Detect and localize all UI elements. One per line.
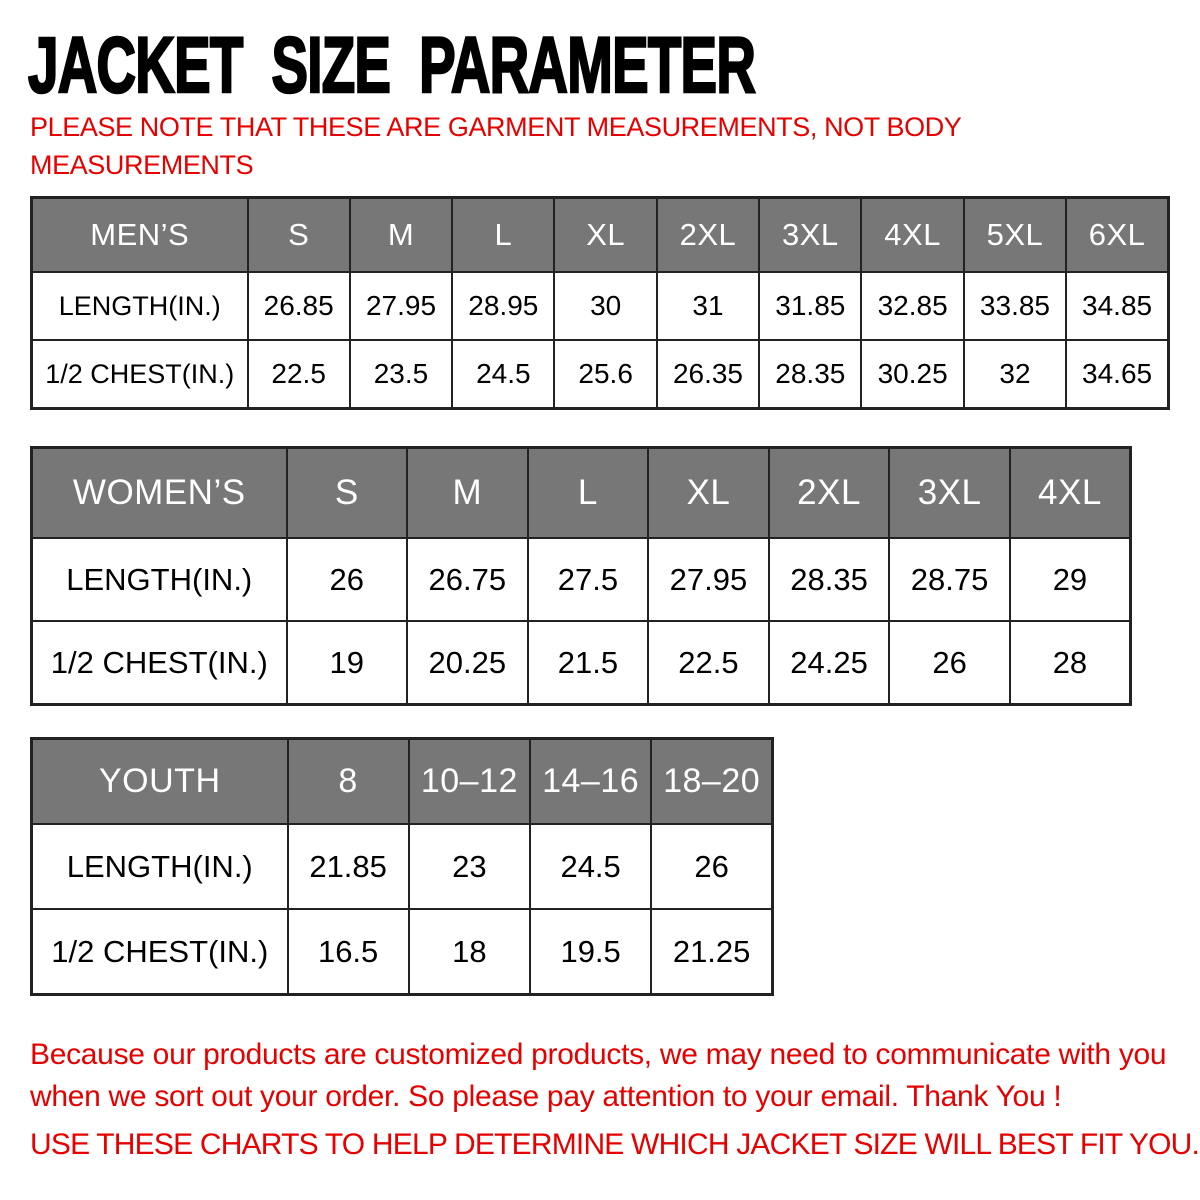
value-cell: 31 bbox=[657, 272, 759, 340]
value-cell: 18 bbox=[409, 909, 530, 995]
youth-table-title-cell: YOUTH bbox=[32, 739, 288, 825]
womens-chest-row bbox=[32, 621, 1131, 705]
value-cell: 34.85 bbox=[1066, 272, 1168, 340]
size-column-header: 8 bbox=[288, 739, 409, 825]
garment-measurement-note-line1: PLEASE NOTE THAT THESE ARE GARMENT MEASUREMENTS, NOT BODY bbox=[30, 112, 962, 142]
value-cell: 27.5 bbox=[528, 538, 649, 621]
size-column-header: L bbox=[452, 198, 554, 273]
youth-size-table bbox=[30, 737, 774, 996]
value-cell: 16.5 bbox=[288, 909, 409, 995]
size-column-header: S bbox=[287, 448, 408, 539]
mens-table-title-cell: MEN’S bbox=[32, 198, 248, 273]
size-column-header: M bbox=[407, 448, 528, 539]
value-cell: 26 bbox=[287, 538, 408, 621]
youth-chest-row bbox=[32, 909, 773, 995]
size-column-header: XL bbox=[554, 198, 656, 273]
size-column-header: 18–20 bbox=[651, 739, 772, 825]
womens-header-row bbox=[32, 448, 1131, 539]
value-cell: 32 bbox=[964, 340, 1066, 409]
value-cell: 26.75 bbox=[407, 538, 528, 621]
value-cell: 27.95 bbox=[648, 538, 769, 621]
value-cell: 21.5 bbox=[528, 621, 649, 705]
size-column-header: 14–16 bbox=[530, 739, 651, 825]
mens-length-row bbox=[32, 272, 1169, 340]
chart-usage-hint: USE THESE CHARTS TO HELP DETERMINE WHICH JACKET SIZE WILL BEST FIT YOU. bbox=[30, 1128, 1200, 1161]
size-column-header: 10–12 bbox=[409, 739, 530, 825]
value-cell: 28.75 bbox=[889, 538, 1010, 621]
size-column-header: 4XL bbox=[1010, 448, 1131, 539]
mens-size-table bbox=[30, 196, 1170, 410]
customization-notice-line1: Because our products are customized products, we may need to communicate with you bbox=[30, 1038, 1167, 1071]
value-cell: 26 bbox=[651, 824, 772, 909]
value-cell: 25.6 bbox=[554, 340, 656, 409]
value-cell: 28.95 bbox=[452, 272, 554, 340]
row-label-cell: LENGTH(IN.) bbox=[32, 272, 248, 340]
size-column-header: M bbox=[350, 198, 452, 273]
value-cell: 23.5 bbox=[350, 340, 452, 409]
value-cell: 30.25 bbox=[861, 340, 963, 409]
value-cell: 28.35 bbox=[769, 538, 890, 621]
value-cell: 28 bbox=[1010, 621, 1131, 705]
womens-length-row bbox=[32, 538, 1131, 621]
row-label-cell: 1/2 CHEST(IN.) bbox=[32, 340, 248, 409]
size-column-header: 5XL bbox=[964, 198, 1066, 273]
row-label-cell: LENGTH(IN.) bbox=[32, 824, 288, 909]
value-cell: 26 bbox=[889, 621, 1010, 705]
customization-notice bbox=[30, 1034, 1166, 1118]
womens-table-title-cell: WOMEN’S bbox=[32, 448, 287, 539]
womens-size-table bbox=[30, 446, 1132, 706]
size-column-header: 4XL bbox=[861, 198, 963, 273]
garment-measurement-note-line2: MEASUREMENTS bbox=[30, 150, 254, 181]
value-cell: 33.85 bbox=[964, 272, 1066, 340]
value-cell: 26.85 bbox=[248, 272, 350, 340]
value-cell: 28.35 bbox=[759, 340, 861, 409]
value-cell: 24.5 bbox=[530, 824, 651, 909]
size-column-header: 3XL bbox=[889, 448, 1010, 539]
value-cell: 24.5 bbox=[452, 340, 554, 409]
value-cell: 22.5 bbox=[648, 621, 769, 705]
size-column-header: S bbox=[248, 198, 350, 273]
value-cell: 21.25 bbox=[651, 909, 772, 995]
value-cell: 30 bbox=[554, 272, 656, 340]
value-cell: 24.25 bbox=[769, 621, 890, 705]
value-cell: 27.95 bbox=[350, 272, 452, 340]
value-cell: 20.25 bbox=[407, 621, 528, 705]
value-cell: 21.85 bbox=[288, 824, 409, 909]
value-cell: 34.65 bbox=[1066, 340, 1168, 409]
garment-measurement-note bbox=[30, 108, 961, 185]
size-column-header: 2XL bbox=[769, 448, 890, 539]
mens-header-row bbox=[32, 198, 1169, 273]
value-cell: 31.85 bbox=[759, 272, 861, 340]
size-column-header: XL bbox=[648, 448, 769, 539]
size-column-header: 3XL bbox=[759, 198, 861, 273]
value-cell: 29 bbox=[1010, 538, 1131, 621]
mens-chest-row bbox=[32, 340, 1169, 409]
size-column-header: 6XL bbox=[1066, 198, 1168, 273]
youth-header-row bbox=[32, 739, 773, 825]
value-cell: 23 bbox=[409, 824, 530, 909]
size-column-header: 2XL bbox=[657, 198, 759, 273]
value-cell: 26.35 bbox=[657, 340, 759, 409]
row-label-cell: 1/2 CHEST(IN.) bbox=[32, 909, 288, 995]
size-column-header: L bbox=[528, 448, 649, 539]
row-label-cell: LENGTH(IN.) bbox=[32, 538, 287, 621]
value-cell: 19.5 bbox=[530, 909, 651, 995]
youth-length-row bbox=[32, 824, 773, 909]
value-cell: 22.5 bbox=[248, 340, 350, 409]
value-cell: 19 bbox=[287, 621, 408, 705]
page-title: JACKET SIZE PARAMETER bbox=[28, 21, 756, 110]
value-cell: 32.85 bbox=[861, 272, 963, 340]
row-label-cell: 1/2 CHEST(IN.) bbox=[32, 621, 287, 705]
customization-notice-line2: when we sort out your order. So please pay attention to your email. Thank You ! bbox=[30, 1080, 1062, 1113]
